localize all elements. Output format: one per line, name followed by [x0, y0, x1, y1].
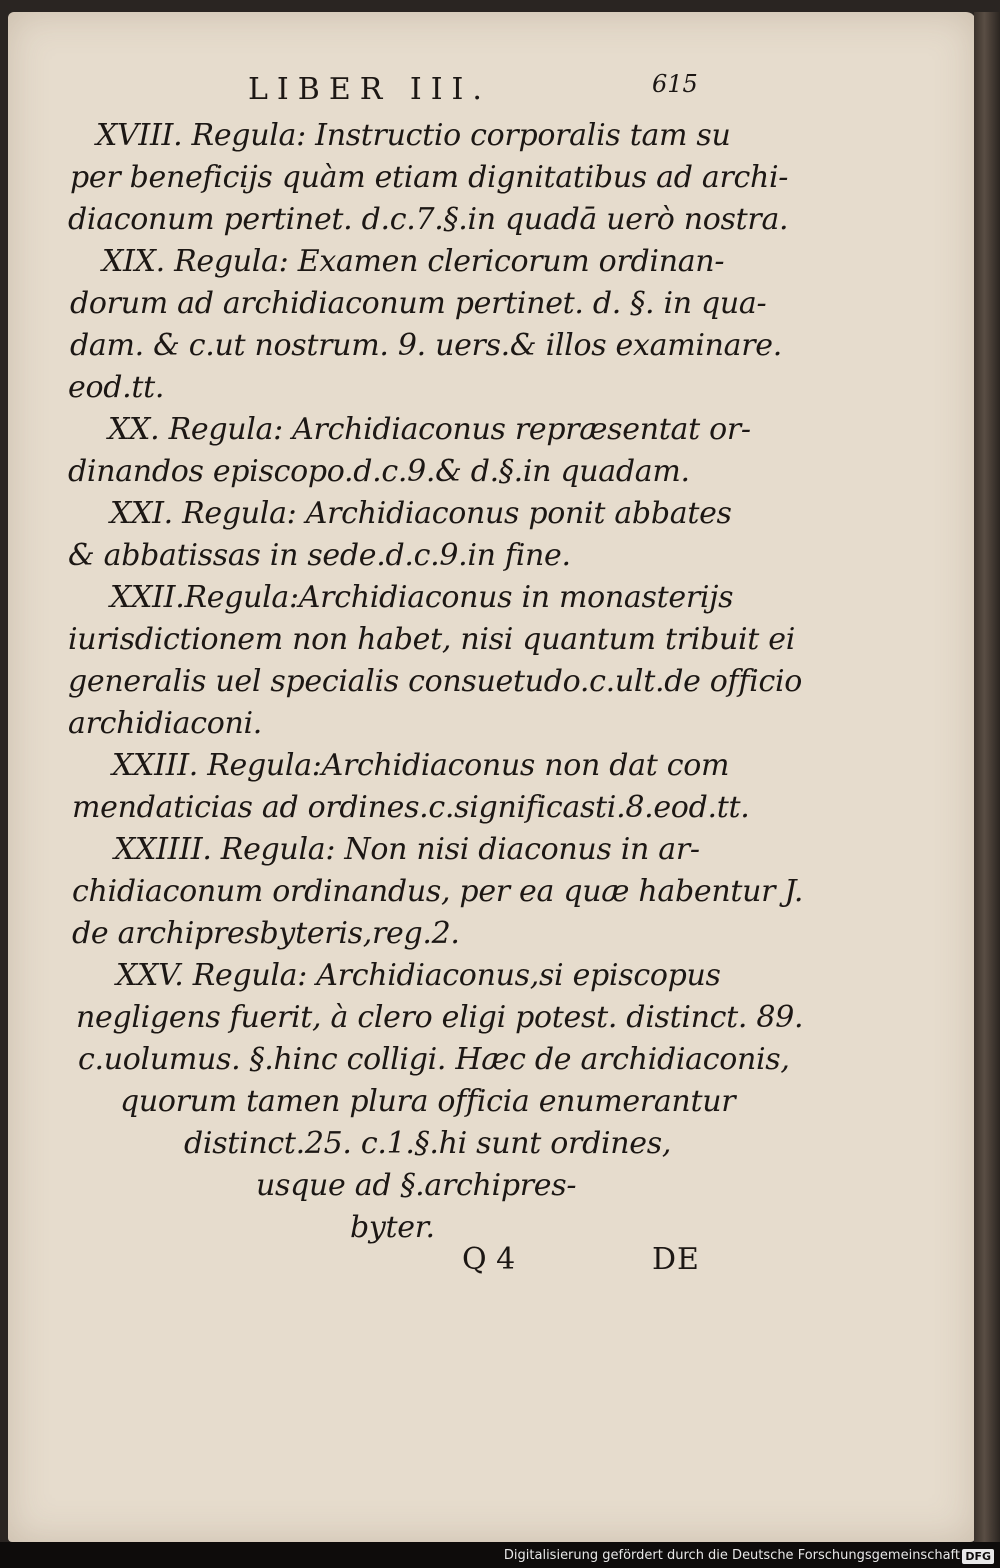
text-line: XXIIII. Regula: Non nisi diaconus in ar-	[114, 832, 700, 867]
text-line: dorum ad archidiaconum pertinet. d. §. in qua-	[70, 286, 767, 321]
text-line: XXIII. Regula:Archidiaconus non dat com	[112, 748, 730, 783]
footer-credit: Digitalisierung gefördert durch die Deutsche Forschungsgemeinschaft	[503, 1548, 960, 1563]
catchword: DE	[652, 1242, 700, 1277]
text-line: XXII.Regula:Archidiaconus in monasterijs	[110, 580, 734, 615]
text-line: XX. Regula: Archidiaconus repræsentat or-	[108, 412, 751, 447]
signature-mark: Q 4	[462, 1242, 516, 1277]
text-line: negligens fuerit, à clero eligi potest. distinct. 89.	[76, 1000, 804, 1035]
text-line: & abbatissas in sede.d.c.9.in fine.	[68, 538, 571, 573]
text-line: XVIII. Regula: Instructio corporalis tam su	[96, 118, 731, 153]
page-edge	[974, 12, 1000, 1542]
text-line: de archipresbyteris,reg.2.	[72, 916, 460, 951]
text-line: distinct.25. c.1.§.hi sunt ordines,	[184, 1126, 672, 1161]
text-line: archidiaconi.	[68, 706, 263, 741]
text-line: quorum tamen plura officia enumerantur	[120, 1084, 736, 1119]
text-line: XXV. Regula: Archidiaconus,si episcopus	[116, 958, 721, 993]
dfg-logo: DFG	[962, 1549, 994, 1564]
page-number: 615	[652, 70, 698, 98]
text-line: dam. & c.ut nostrum. 9. uers.& illos examinare.	[70, 328, 782, 363]
running-title: LIBER III.	[248, 72, 491, 107]
text-line: generalis uel specialis consuetudo.c.ult.de officio	[68, 664, 803, 699]
text-line: iurisdictionem non habet, nisi quantum tribuit ei	[68, 622, 796, 657]
text-line: c.uolumus. §.hinc colligi. Hæc de archidiaconis,	[78, 1042, 790, 1077]
footer-bar	[0, 1542, 1000, 1568]
text-line: dinandos episcopo.d.c.9.& d.§.in quadam.	[68, 454, 690, 489]
text-line: eod.tt.	[68, 370, 165, 405]
text-line: chidiaconum ordinandus, per ea quæ habentur J.	[72, 874, 804, 909]
text-line: usque ad §.archipres-	[256, 1168, 577, 1203]
text-line: XXI. Regula: Archidiaconus ponit abbates	[110, 496, 732, 531]
text-line: byter.	[350, 1210, 435, 1245]
text-line: per beneficijs quàm etiam dignitatibus ad archi-	[70, 160, 789, 195]
text-line: diaconum pertinet. d.c.7.§.in quadā uerò nostra.	[68, 202, 789, 237]
text-line: mendaticias ad ordines.c.significasti.8.eod.tt.	[72, 790, 750, 825]
text-line: XIX. Regula: Examen clericorum ordinan-	[102, 244, 725, 279]
